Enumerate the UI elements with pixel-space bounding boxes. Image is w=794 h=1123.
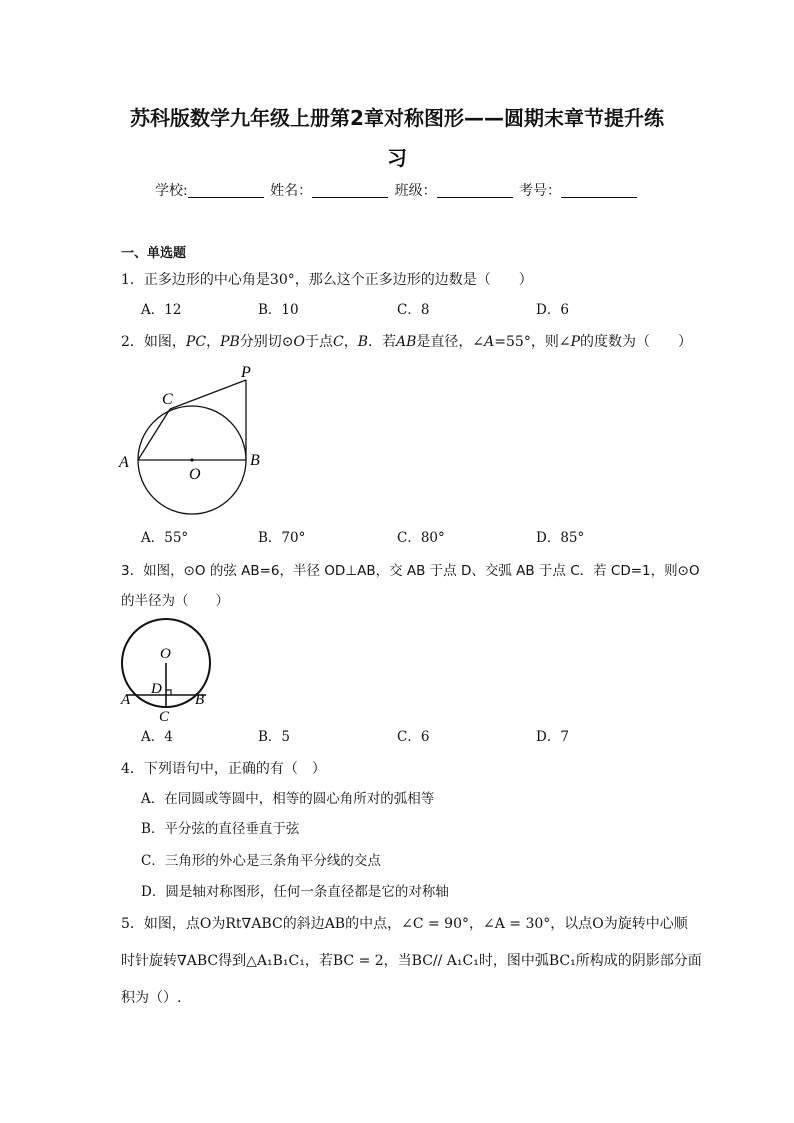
q2-option-a[interactable]: A．55° bbox=[141, 530, 189, 546]
q5-text-line1: 5．如图，点O为Rt∇ABC的斜边AB的中点，∠C = 90°，∠A = 30°，以点O为旋转中心顺 bbox=[121, 916, 688, 932]
name-blank[interactable] bbox=[312, 183, 388, 198]
q2-chord-ac bbox=[138, 409, 170, 460]
page-title-line2: 习 bbox=[387, 146, 407, 170]
exam-no-blank[interactable] bbox=[561, 183, 637, 198]
q5-text-line3: 积为（）. bbox=[121, 990, 182, 1006]
q3-label-a: A bbox=[121, 692, 131, 708]
name-label: 姓名： bbox=[270, 183, 313, 199]
class-blank[interactable] bbox=[437, 183, 513, 198]
q1-option-a[interactable]: A．12 bbox=[141, 302, 182, 318]
school-label: 学校: bbox=[154, 183, 188, 199]
q4-option-b[interactable]: B．平分弦的直径垂直于弦 bbox=[141, 821, 300, 837]
q3-option-c[interactable]: C．6 bbox=[397, 729, 430, 745]
q2-tangent-pc bbox=[170, 380, 246, 409]
exam-no-label: 考号： bbox=[519, 183, 562, 199]
q2-label-p: P bbox=[241, 364, 251, 381]
class-label: 班级： bbox=[394, 183, 437, 199]
q2-option-c[interactable]: C．80° bbox=[397, 530, 445, 546]
q5-text-line2: 时针旋转∇ABC得到△A₁B₁C₁，若BC = 2，当BC// A₁C₁时，图中弧BC₁所构成的阴影部分面 bbox=[121, 953, 702, 969]
q4-option-c[interactable]: C．三角形的外心是三条角平分线的交点 bbox=[141, 853, 381, 869]
q2-figure bbox=[110, 360, 280, 520]
q2-label-a: A bbox=[119, 454, 129, 471]
q1-option-d[interactable]: D．6 bbox=[536, 302, 569, 318]
q3-option-d[interactable]: D．7 bbox=[536, 729, 569, 745]
q3-label-d: D bbox=[151, 681, 162, 697]
q3-label-b: B bbox=[195, 692, 205, 708]
q2-label-b: B bbox=[250, 452, 260, 469]
school-blank[interactable] bbox=[188, 183, 264, 198]
q3-option-a[interactable]: A．4 bbox=[141, 729, 173, 745]
q2-option-d[interactable]: D．85° bbox=[536, 530, 585, 546]
q2-text: 2．如图，PC，PB分别切⊙O于点C，B．若AB是直径，∠A=55°，则∠P的度数为（ ） bbox=[121, 334, 692, 350]
q3-label-c: C bbox=[159, 709, 170, 725]
q3-label-o: O bbox=[160, 646, 171, 662]
q4-option-d[interactable]: D．圆是轴对称图形，任何一条直径都是它的对称轴 bbox=[141, 884, 449, 900]
q4-option-a[interactable]: A．在同圆或等圆中，相等的圆心角所对的弧相等 bbox=[141, 791, 435, 807]
q3-text-line1: 3．如图，⊙O 的弦 AB=6，半径 OD⊥AB，交 AB 于点 D、交弧 AB 于点 C．若 CD=1，则⊙O bbox=[121, 563, 700, 579]
q1-option-c[interactable]: C．8 bbox=[397, 302, 430, 318]
q1-text: 1．正多边形的中心角是30°，那么这个正多边形的边数是（ ） bbox=[121, 272, 533, 288]
q4-text: 4．下列语句中，正确的有（ ） bbox=[121, 761, 326, 777]
q3-option-b[interactable]: B．5 bbox=[258, 729, 291, 745]
q2-label-c: C bbox=[162, 391, 173, 408]
q3-text-line2: 的半径为（ ） bbox=[121, 593, 229, 609]
q1-option-b[interactable]: B．10 bbox=[258, 302, 299, 318]
student-info-line bbox=[0, 180, 794, 200]
section-heading: 一、单选题 bbox=[121, 246, 187, 261]
q2-label-o: O bbox=[189, 466, 201, 483]
q3-figure bbox=[115, 618, 220, 726]
q2-option-b[interactable]: B．70° bbox=[258, 530, 306, 546]
q2-center-dot bbox=[190, 458, 193, 461]
page-title-line1: 苏科版数学九年级上册第2章对称图形——圆期末章节提升练 bbox=[130, 106, 664, 130]
